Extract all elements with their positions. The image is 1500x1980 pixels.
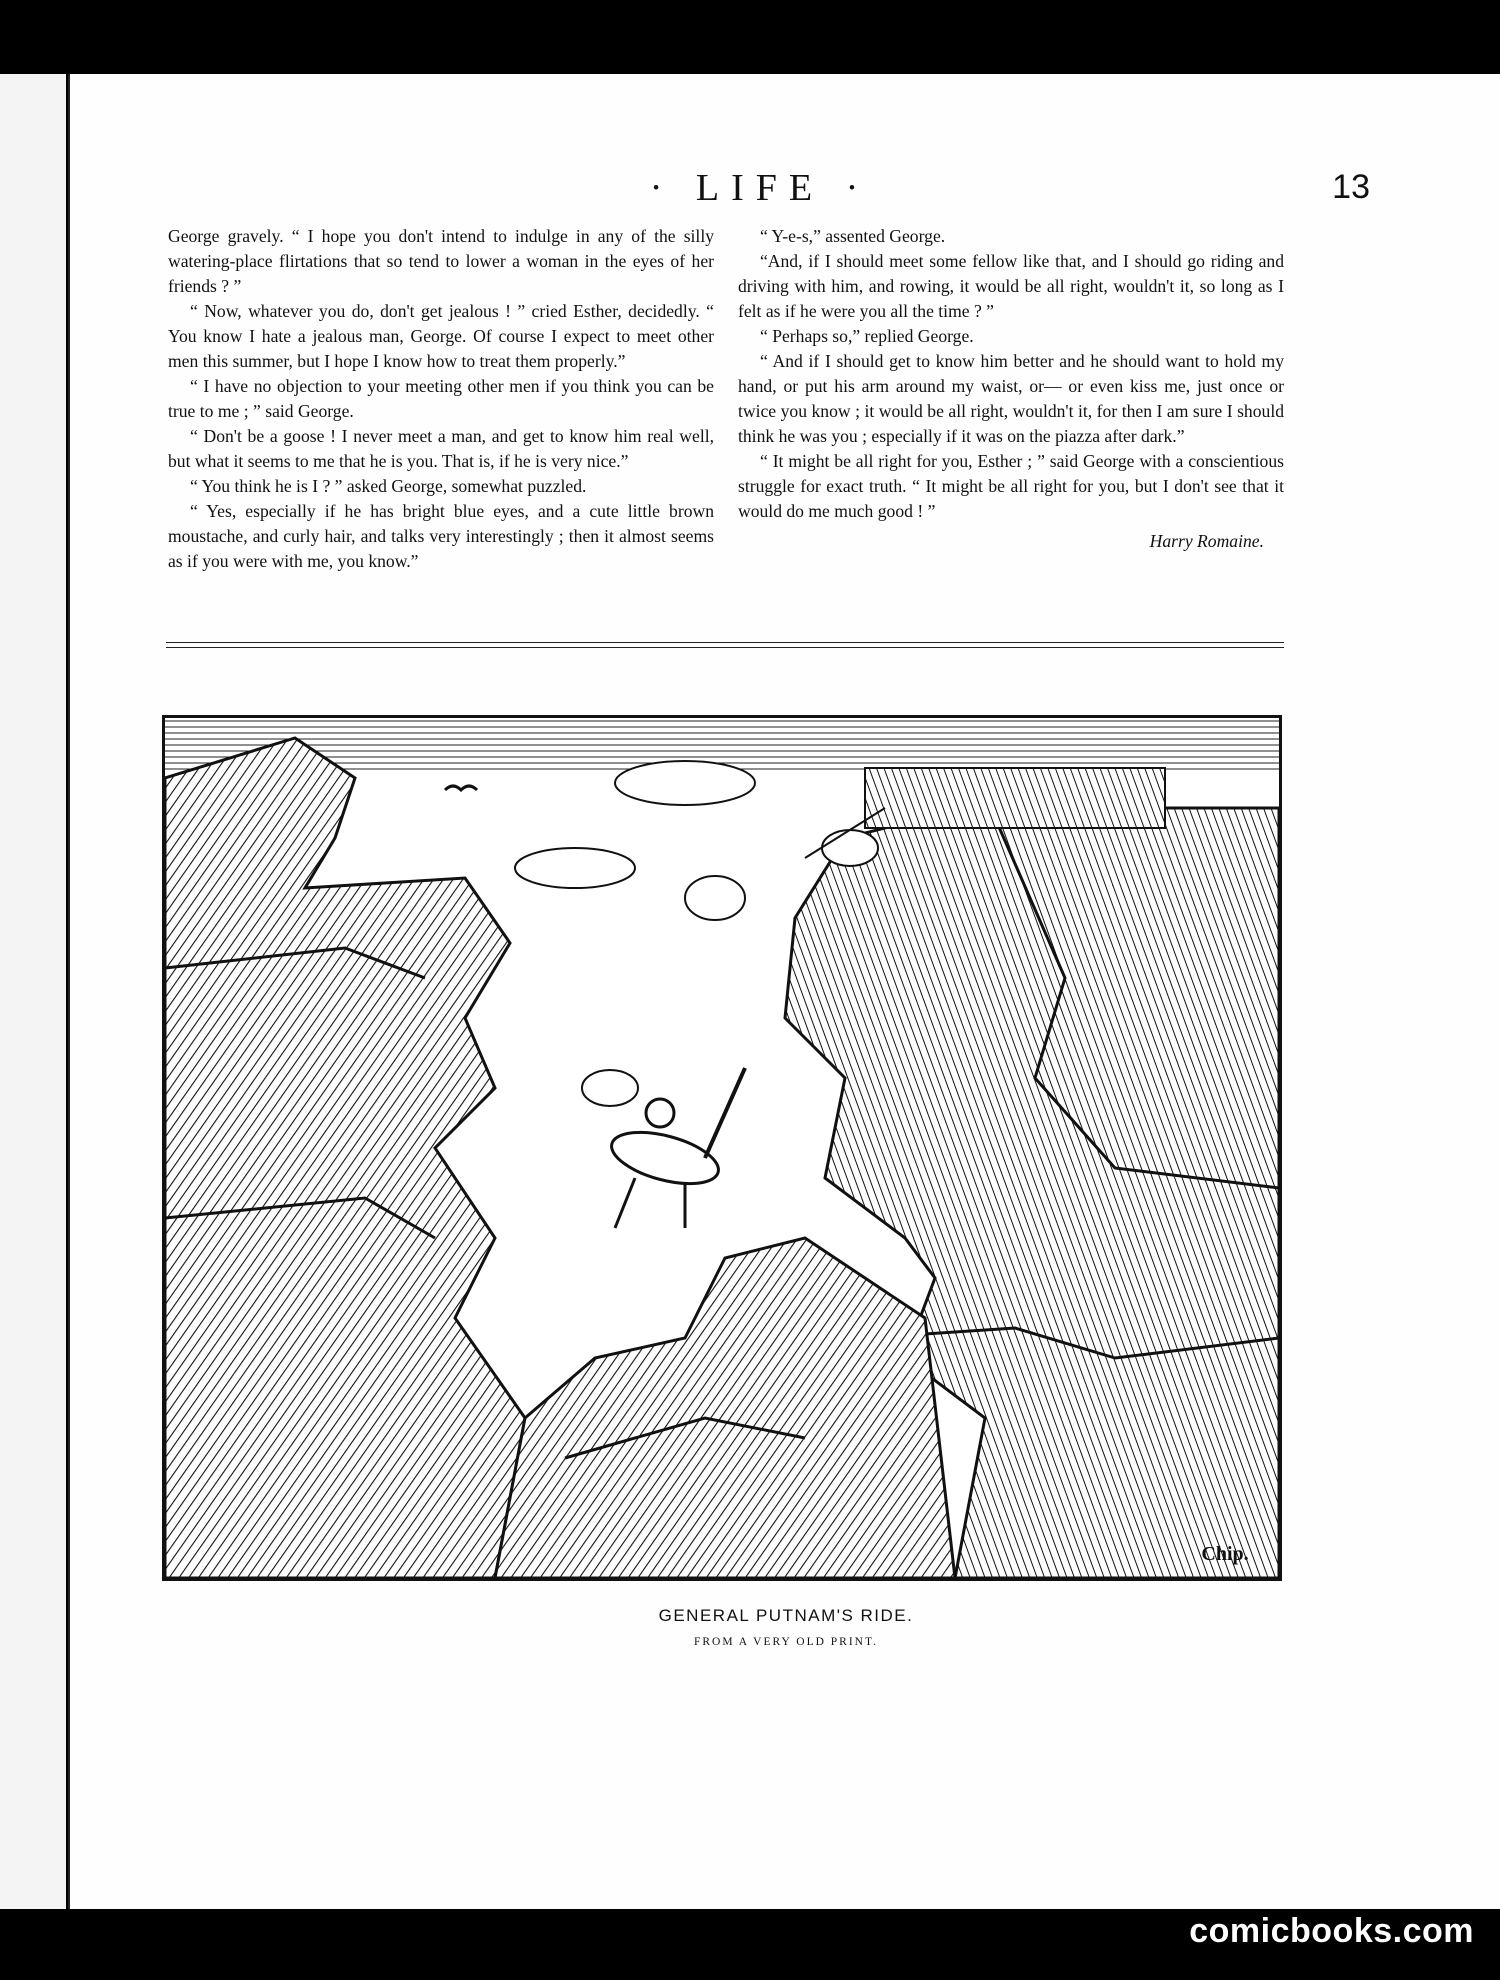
story-paragraph: George gravely. “ I hope you don't intend to indulge in any of the silly watering-place flirtations that so tend to lower a woman in the eyes of her friends ? ” [168,226,714,296]
previous-page-strip [0,74,66,1909]
story-left-column [168,224,714,574]
magazine-page [68,74,1500,1909]
story-right-column [738,224,1284,554]
section-divider [166,647,1284,648]
story-paragraph: “ I have no objection to your meeting other men if you think you can be true to me ; ” said George. [168,376,714,421]
page-number: 13 [1332,168,1370,206]
artist-signature: Chip. [1201,1543,1249,1565]
story-paragraph: “ Now, whatever you do, don't get jealous ! ” cried Esther, decidedly. “ You know I hate a jealous man, George. Of course I expect to meet other men this summer, but I hope I know how to treat them properly.” [168,301,714,371]
story-paragraph: “ Y-e-s,” assented George. [760,226,946,246]
section-divider [166,642,1284,643]
story-paragraph: “ Perhaps so,” replied George. [760,326,974,346]
story-paragraph: “ And if I should get to know him better and he should want to hold my hand, or put his arm around my waist, or— or even kiss me, just once or twice you know ; it would be all right, wouldn't it, for then I am sure I should think he was you ; especially if it was on the piazza after dark.” [738,351,1284,446]
story-paragraph: “ It might be all right for you, Esther ; ” said George with a conscientious struggle for exact truth. “ It might be all right for you, but I don't see that it would do me much good ! ” [738,451,1284,521]
left-cliff [165,738,525,1578]
figure-subcaption: FROM A VERY OLD PRINT. [693,1636,879,1648]
masthead-title: · LIFE · [649,167,871,209]
story-paragraph: “ You think he is I ? ” asked George, somewhat puzzled. [190,476,587,496]
site-watermark: comicbooks.com [1189,1912,1474,1950]
figure-caption: GENERAL PUTNAM'S RIDE. [658,1606,914,1625]
story-paragraph: “ Yes, especially if he has bright blue eyes, and a cute little brown moustache, and curly hair, and talks very interestingly ; then it almost seems as if you were with me, you know.” [168,501,714,571]
center-rocks [495,1238,955,1578]
story-paragraph: “And, if I should meet some fellow like that, and I should go riding and driving with him, and rowing, it would be all right, wouldn't it, so long as I felt as if he were you all the time ? ” [738,251,1284,321]
cartoon-illustration [162,715,1282,1581]
author-signature: Harry Romaine. [1149,531,1264,551]
story-paragraph: “ Don't be a goose ! I never meet a man, and get to know him real well, but what it seems to me that he is you. That is, if he is very nice.” [168,426,714,471]
page-header [70,166,1500,226]
bird [445,786,477,790]
